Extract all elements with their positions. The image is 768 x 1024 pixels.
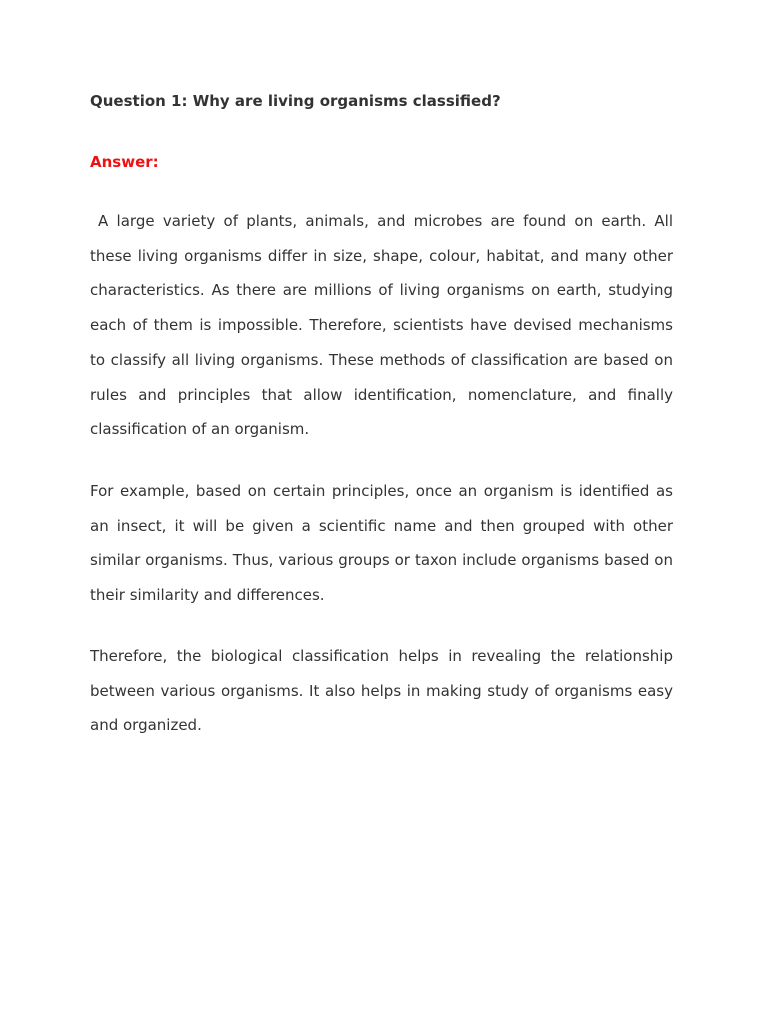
answer-paragraph-3: Therefore, the biological classification helps in revealing the relationship between various organisms. It also helps in making study of organisms easy and organized. xyxy=(90,647,673,735)
answer-paragraph-2: For example, based on certain principles, once an organism is identified as an insect, it will be given a scientific name and then grouped with other similar organisms. Thus, various groups or taxon include organisms based on their similarity and differences. xyxy=(90,482,673,605)
question-heading: Question 1: Why are living organisms classified? xyxy=(90,92,501,110)
answer-paragraph-1: A large variety of plants, animals, and microbes are found on earth. All these living organisms differ in size, shape, colour, habitat, and many other characteristics. As there are millions of living organisms on earth, studying each of them is impossible. Therefore, scientists have devised mechanisms to classify all living organisms. These methods of classification are based on rules and principles that allow identification, nomenclature, and finally classification of an organism. xyxy=(90,212,673,439)
answer-label: Answer: xyxy=(90,153,159,171)
